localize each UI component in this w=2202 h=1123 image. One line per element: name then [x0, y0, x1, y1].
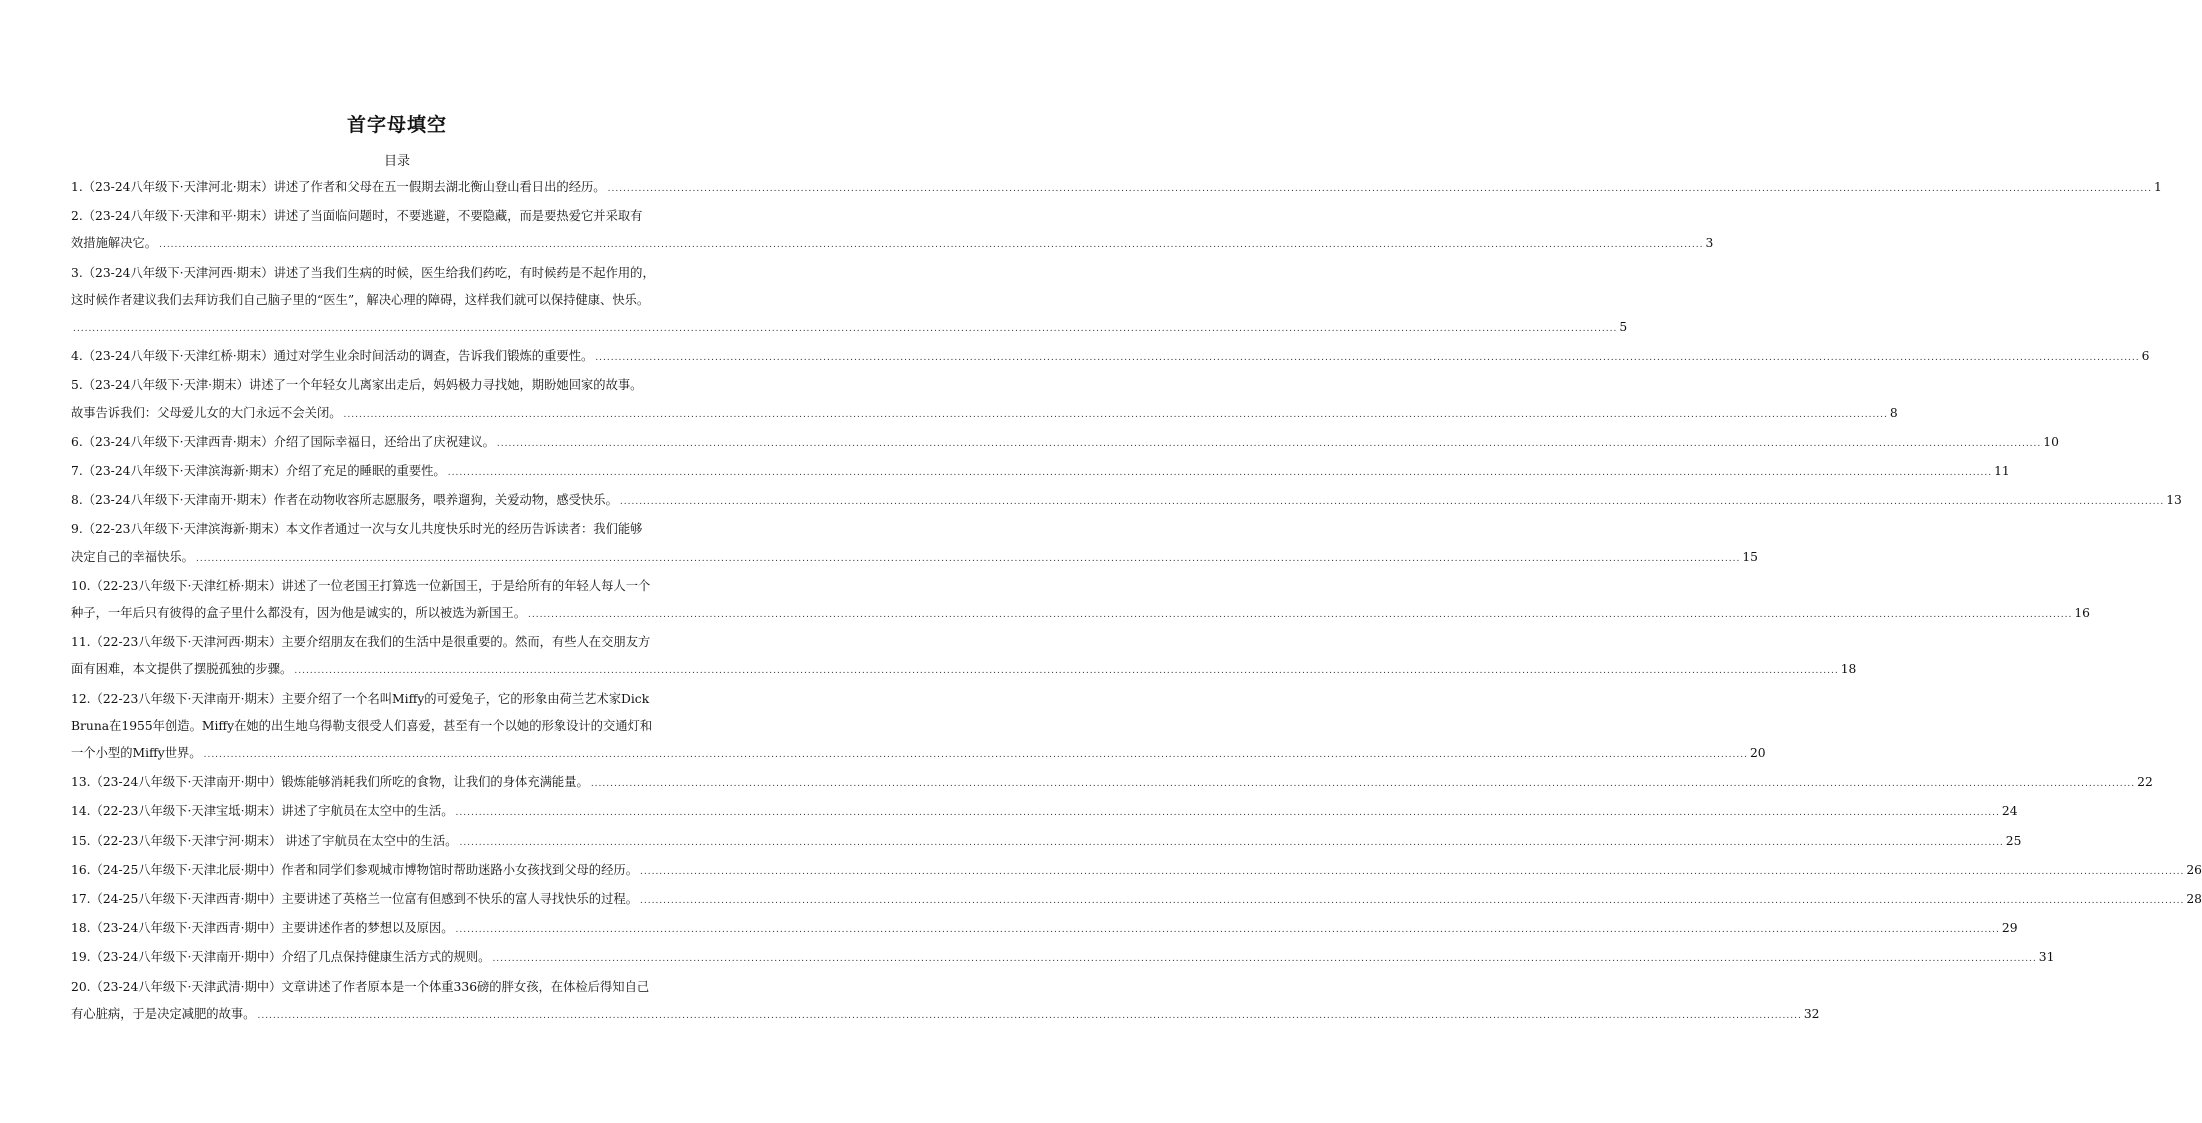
toc-entry-text: 4.（23-24八年级下·天津红桥·期末）通过对学生业余时间活动的调查，告诉我们锻炼的重要性。 — [71, 349, 594, 364]
toc-page-number: 5 — [1619, 320, 1628, 335]
toc-page-number: 1 — [2153, 180, 2162, 194]
toc-entry-last-line — [71, 487, 2182, 516]
toc-page-number: 6 — [2141, 349, 2150, 364]
toc-entry[interactable] — [71, 516, 1758, 572]
toc-entry[interactable] — [71, 798, 2018, 827]
toc-entry-last-line — [71, 886, 2202, 915]
toc-entry-line: Bruna在1955年创造。Miffy在她的出生地乌得勒支很受人们喜爱，甚至有一个以她的形象设计的交通灯和 — [71, 718, 653, 733]
toc-entry-text: 效措施解决它。 — [71, 236, 158, 251]
toc-entry-text: 故事告诉我们：父母爱儿女的大门永远不会关闭。 — [71, 405, 342, 420]
toc-entry-last-line — [71, 400, 1898, 429]
toc-entry-last-line — [71, 740, 1766, 769]
toc-entry-last-line — [71, 656, 1857, 685]
toc-entry[interactable] — [71, 886, 2202, 915]
toc-entry-text: 14.（22-23八年级下·天津宝坻·期末）讲述了宇航员在太空中的生活。 — [71, 804, 454, 819]
dot-leader: ................................................................................................................................................................................................................................................................................................................................................................................................................ — [492, 954, 2037, 965]
toc-heading: 目录 — [383, 154, 410, 169]
toc-entry-line: 这时候作者建议我们去拜访我们自己脑子里的“医生”，解决心理的障碍，这样我们就可以保持健康、快乐。 — [71, 292, 650, 307]
toc-entry-line: 5.（23-24八年级下·天津·期末）讲述了一个年轻女儿离家出走后，妈妈极力寻找她，期盼她回家的故事。 — [71, 378, 643, 393]
toc-page-number: 24 — [2001, 804, 2018, 819]
toc-entry-line: 10.（22-23八年级下·天津红桥·期末）讲述了一位老国王打算选一位新国王，于是给所有的年轻人每人一个 — [71, 578, 651, 593]
toc-entry-text: 一个小型的Miffy世界。 — [71, 746, 202, 761]
dot-leader: ................................................................................................................................................................................................................................................................................................................................................................................................................ — [640, 896, 2185, 907]
toc-page-number: 31 — [2038, 950, 2055, 965]
toc-entry-text: 7.（23-24八年级下·天津滨海新·期末）介绍了充足的睡眠的重要性。 — [71, 464, 446, 479]
toc-entry[interactable] — [71, 429, 2059, 458]
toc-entry-text: 1.（23-24八年级下·天津河北·期末）讲述了作者和父母在五一假期去湖北衡山登山看日出的经历。 — [71, 180, 606, 194]
toc-entry-last-line — [71, 343, 2150, 372]
toc-page-number: 15 — [1742, 549, 1758, 564]
toc-entry-text: 种子，一年后只有彼得的盒子里什么都没有，因为他是诚实的，所以被选为新国王。 — [71, 606, 526, 621]
toc-entry[interactable] — [71, 573, 2090, 629]
dot-leader: ................................................................................................................................................................................................................................................................................................................................................................................................................ — [159, 240, 1704, 251]
toc-entry-last-line — [71, 944, 2055, 973]
toc-entry-last-line — [71, 314, 1628, 343]
toc-page-number: 16 — [2074, 606, 2090, 621]
toc-entry[interactable] — [71, 857, 2202, 886]
toc-entry-line: 11.（22-23八年级下·天津河西·期末）主要介绍朋友在我们的生活中是很重要的。然而，有些人在交朋友方 — [71, 635, 651, 650]
toc-page-number: 18 — [1840, 662, 1857, 677]
toc-entry-text: 19.（23-24八年级下·天津南开·期中）介绍了几点保持健康生活方式的规则。 — [71, 950, 491, 965]
dot-leader: ................................................................................................................................................................................................................................................................................................................................................................................................................ — [607, 184, 2152, 194]
toc-entry[interactable] — [71, 343, 2150, 372]
dot-leader: ................................................................................................................................................................................................................................................................................................................................................................................................................ — [455, 808, 2000, 819]
toc-entry-text: 8.（23-24八年级下·天津南开·期末）作者在动物收容所志愿服务，喂养遛狗，关爱动物，感受快乐。 — [71, 493, 618, 508]
dot-leader: ................................................................................................................................................................................................................................................................................................................................................................................................................ — [619, 497, 2165, 508]
toc-entry-text: 面有困难，本文提供了摆脱孤独的步骤。 — [71, 662, 293, 677]
dot-leader: ................................................................................................................................................................................................................................................................................................................................................................................................................ — [257, 1010, 1802, 1021]
toc-entry-last-line — [71, 1001, 1820, 1030]
toc-entry-text: 6.（23-24八年级下·天津西青·期末）介绍了国际幸福日，还给出了庆祝建议。 — [71, 434, 495, 449]
toc-entry[interactable] — [71, 974, 1820, 1030]
toc-entry-last-line — [71, 915, 2018, 944]
toc-entry-last-line — [71, 600, 2090, 629]
toc-page-number: 32 — [1803, 1006, 1820, 1021]
toc-entry-last-line — [71, 174, 2162, 203]
toc-entry[interactable] — [71, 769, 2153, 798]
toc-entry-last-line — [71, 544, 1758, 573]
dot-leader: ................................................................................................................................................................................................................................................................................................................................................................................................................ — [447, 468, 1993, 479]
toc-page-number: 20 — [1749, 746, 1766, 761]
toc-entry[interactable] — [71, 828, 2022, 857]
toc-page-number: 26 — [2186, 862, 2202, 877]
dot-leader: ................................................................................................................................................................................................................................................................................................................................................................................................................ — [528, 610, 2073, 621]
toc-page-number: 13 — [2166, 493, 2182, 508]
dot-leader: ................................................................................................................................................................................................................................................................................................................................................................................................................ — [459, 837, 2004, 848]
toc-entry[interactable] — [71, 629, 1857, 685]
toc-entry[interactable] — [71, 915, 2018, 944]
toc-page-number: 29 — [2001, 921, 2018, 936]
toc-entry[interactable] — [71, 944, 2055, 973]
dot-leader: ................................................................................................................................................................................................................................................................................................................................................................................................................ — [73, 324, 1618, 335]
toc-page-number: 11 — [1994, 464, 2010, 479]
toc-entry-text: 16.（24-25八年级下·天津北辰·期中）作者和同学们参观城市博物馆时帮助迷路小女孩找到父母的经历。 — [71, 862, 638, 877]
toc-page-number: 3 — [1705, 236, 1714, 251]
toc-entry[interactable] — [71, 458, 2010, 487]
toc-entry[interactable] — [71, 487, 2182, 516]
toc-page-number: 25 — [2005, 833, 2022, 848]
page-title: 首字母填空 — [346, 114, 447, 136]
dot-leader: ................................................................................................................................................................................................................................................................................................................................................................................................................ — [195, 553, 1741, 564]
toc-page-number: 10 — [2043, 434, 2059, 449]
toc-entry[interactable] — [71, 260, 1628, 344]
toc-entry[interactable] — [71, 686, 1766, 770]
toc-entry-last-line — [71, 458, 2010, 487]
toc-entry[interactable] — [71, 203, 1714, 259]
table-of-contents — [71, 174, 2202, 1030]
toc-entry-last-line — [71, 857, 2202, 886]
dot-leader: ................................................................................................................................................................................................................................................................................................................................................................................................................ — [640, 866, 2185, 877]
toc-entry-last-line — [71, 828, 2022, 857]
toc-entry-last-line — [71, 798, 2018, 827]
toc-page-number: 28 — [2186, 892, 2202, 907]
toc-entry-line: 2.（23-24八年级下·天津和平·期末）讲述了当面临问题时，不要逃避，不要隐藏，而是要热爱它并采取有 — [71, 209, 643, 224]
dot-leader: ................................................................................................................................................................................................................................................................................................................................................................................................................ — [294, 666, 1839, 677]
dot-leader: ................................................................................................................................................................................................................................................................................................................................................................................................................ — [455, 925, 2000, 936]
toc-entry-text: 18.（23-24八年级下·天津西青·期中）主要讲述作者的梦想以及原因。 — [71, 921, 454, 936]
toc-entry-line: 12.（22-23八年级下·天津南开·期末）主要介绍了一个名叫Miffy的可爱兔子，它的形象由荷兰艺术家Dick — [71, 691, 650, 706]
toc-entry-text: 15.（22-23八年级下·天津宁河·期末） 讲述了宇航员在太空中的生活。 — [71, 833, 458, 848]
toc-entry-last-line — [71, 769, 2153, 798]
toc-page-number: 22 — [2137, 775, 2153, 790]
toc-entry[interactable] — [71, 372, 1898, 428]
toc-entry-text: 决定自己的幸福快乐。 — [71, 549, 194, 564]
toc-entry[interactable] — [71, 174, 2162, 203]
toc-entry-line: 20.（23-24八年级下·天津武清·期中）文章讲述了作者原本是一个体重336磅的胖女孩，在体检后得知自己 — [71, 979, 650, 994]
toc-entry-line: 3.（23-24八年级下·天津河西·期末）讲述了当我们生病的时候，医生给我们药吃，有时候药是不起作用的， — [71, 265, 655, 280]
dot-leader: ................................................................................................................................................................................................................................................................................................................................................................................................................ — [203, 750, 1748, 761]
dot-leader: ................................................................................................................................................................................................................................................................................................................................................................................................................ — [595, 353, 2140, 364]
toc-entry-line: 9.（22-23八年级下·天津滨海新·期末）本文作者通过一次与女儿共度快乐时光的经历告诉读者：我们能够 — [71, 522, 643, 537]
dot-leader: ................................................................................................................................................................................................................................................................................................................................................................................................................ — [343, 409, 1888, 420]
toc-entry-last-line — [71, 429, 2059, 458]
dot-leader: ................................................................................................................................................................................................................................................................................................................................................................................................................ — [590, 779, 2136, 790]
toc-entry-text: 有心脏病，于是决定减肥的故事。 — [71, 1006, 256, 1021]
toc-page-number: 8 — [1889, 405, 1898, 420]
toc-entry-last-line — [71, 230, 1714, 259]
dot-leader: ................................................................................................................................................................................................................................................................................................................................................................................................................ — [496, 438, 2042, 449]
toc-entry-text: 13.（23-24八年级下·天津南开·期中）锻炼能够消耗我们所吃的食物，让我们的身体充满能量。 — [71, 775, 589, 790]
toc-entry-text: 17.（24-25八年级下·天津西青·期中）主要讲述了英格兰一位富有但感到不快乐的富人寻找快乐的过程。 — [71, 892, 638, 907]
